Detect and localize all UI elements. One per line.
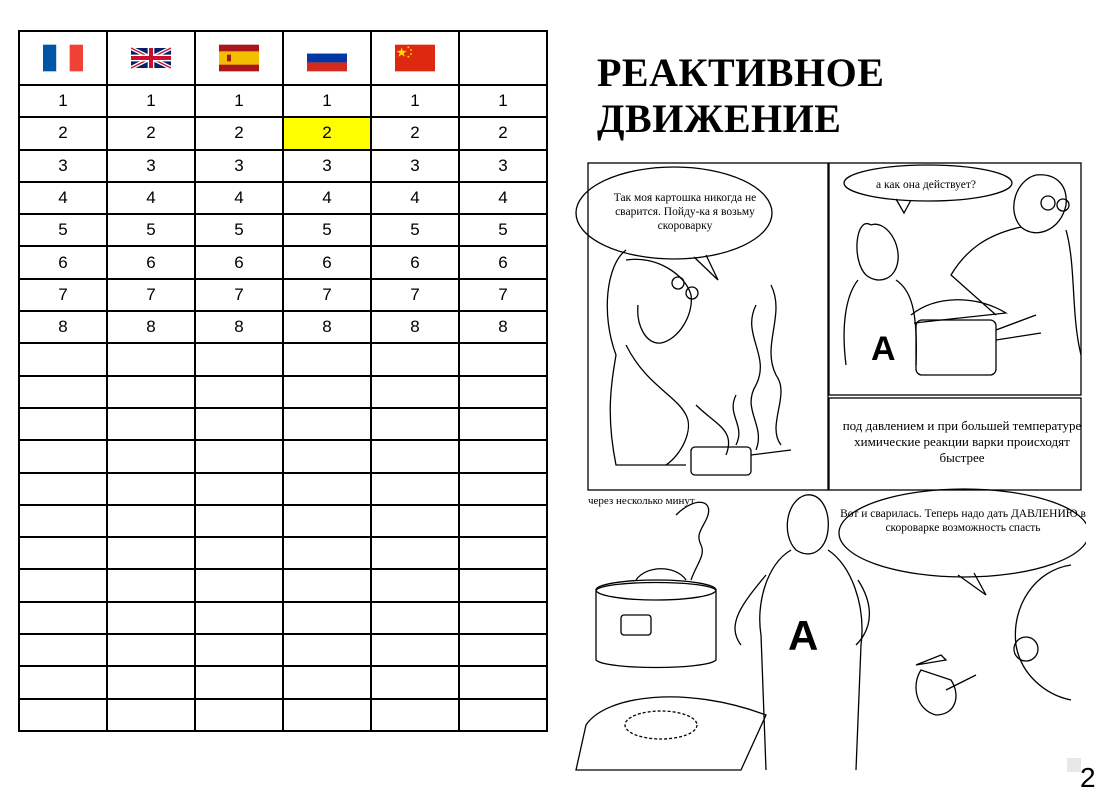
table-row — [19, 85, 547, 117]
grid-cell: 5 — [283, 214, 371, 246]
table-row — [19, 150, 547, 182]
empty-grid-cell[interactable] — [459, 408, 547, 440]
flag-cell — [107, 31, 195, 85]
speech-bubble-1-text: Так моя картошка никогда не сварится. Пойду-ка я возьму скороварку — [613, 192, 757, 232]
empty-grid-cell[interactable] — [283, 634, 371, 666]
grid-cell: 5 — [107, 214, 195, 246]
grid-cell: 6 — [19, 246, 107, 278]
empty-grid-cell[interactable] — [371, 699, 459, 731]
empty-grid-cell[interactable] — [283, 505, 371, 537]
table-row — [19, 279, 547, 311]
empty-grid-cell[interactable] — [459, 569, 547, 601]
empty-grid-cell[interactable] — [19, 666, 107, 698]
grid-cell: 3 — [195, 150, 283, 182]
grid-cell: 7 — [371, 279, 459, 311]
empty-grid-cell[interactable] — [371, 537, 459, 569]
empty-grid-cell[interactable] — [107, 505, 195, 537]
empty-table-row — [19, 537, 547, 569]
empty-grid-cell[interactable] — [19, 699, 107, 731]
page-title-line-1: РЕАКТИВНОЕ — [597, 50, 885, 95]
china-flag-icon — [395, 47, 435, 66]
grid-cell: 8 — [195, 311, 283, 343]
number-grid — [18, 30, 548, 732]
page-number-marker — [1067, 758, 1081, 772]
empty-grid-cell[interactable] — [19, 537, 107, 569]
empty-grid-cell[interactable] — [283, 602, 371, 634]
empty-table-row — [19, 505, 547, 537]
empty-grid-cell[interactable] — [195, 376, 283, 408]
grid-cell: 2 — [19, 117, 107, 149]
grid-cell: 5 — [459, 214, 547, 246]
page-title-line-2: ДВИЖЕНИЕ — [597, 96, 842, 141]
empty-grid-cell[interactable] — [283, 440, 371, 472]
empty-grid-cell[interactable] — [19, 343, 107, 375]
empty-grid-cell[interactable] — [195, 440, 283, 472]
france-flag-icon — [43, 47, 83, 66]
grid-cell: 3 — [371, 150, 459, 182]
flag-cell — [195, 31, 283, 85]
empty-grid-cell[interactable] — [19, 408, 107, 440]
empty-grid-cell[interactable] — [195, 602, 283, 634]
empty-table-row — [19, 699, 547, 731]
empty-grid-cell[interactable] — [107, 343, 195, 375]
grid-cell: 2 — [371, 117, 459, 149]
table-row — [19, 311, 547, 343]
spain-flag-icon — [219, 47, 259, 66]
empty-grid-cell[interactable] — [283, 666, 371, 698]
grid-cell: 8 — [19, 311, 107, 343]
empty-grid-cell[interactable] — [19, 473, 107, 505]
empty-grid-cell[interactable] — [283, 343, 371, 375]
empty-table-row — [19, 408, 547, 440]
grid-cell: 6 — [459, 246, 547, 278]
flag-cell — [371, 31, 459, 85]
empty-table-row — [19, 602, 547, 634]
grid-cell: 7 — [459, 279, 547, 311]
grid-cell: 6 — [107, 246, 195, 278]
grid-cell: 7 — [283, 279, 371, 311]
empty-grid-cell[interactable] — [107, 408, 195, 440]
empty-grid-cell[interactable] — [283, 473, 371, 505]
empty-grid-cell[interactable] — [459, 343, 547, 375]
grid-cell: 7 — [195, 279, 283, 311]
empty-grid-cell[interactable] — [195, 537, 283, 569]
grid-cell: 4 — [195, 182, 283, 214]
empty-grid-cell[interactable] — [371, 602, 459, 634]
empty-table-row — [19, 376, 547, 408]
grid-cell: 7 — [107, 279, 195, 311]
empty-table-row — [19, 634, 547, 666]
grid-cell: 5 — [19, 214, 107, 246]
empty-grid-cell[interactable] — [459, 634, 547, 666]
empty-table-row — [19, 440, 547, 472]
grid-cell: 8 — [107, 311, 195, 343]
grid-cell: 4 — [371, 182, 459, 214]
uk-flag-icon — [131, 47, 171, 66]
grid-cell: 3 — [459, 150, 547, 182]
grid-cell: 8 — [283, 311, 371, 343]
panel-4-caption: через несколько минут — [588, 495, 695, 507]
stove-burner — [625, 711, 697, 739]
empty-grid-cell[interactable] — [195, 408, 283, 440]
empty-grid-cell[interactable] — [459, 473, 547, 505]
grid-cell: 4 — [107, 182, 195, 214]
empty-grid-cell[interactable] — [195, 505, 283, 537]
table-row — [19, 182, 547, 214]
empty-grid-cell[interactable] — [107, 376, 195, 408]
flag-cell — [283, 31, 371, 85]
empty-grid-cell[interactable] — [459, 602, 547, 634]
grid-cell: 2 — [459, 117, 547, 149]
grid-cell: 2 — [283, 117, 371, 149]
grid-cell: 1 — [459, 85, 547, 117]
flag-cell — [459, 31, 547, 85]
table-row — [19, 246, 547, 278]
empty-grid-cell[interactable] — [371, 376, 459, 408]
empty-grid-cell[interactable] — [195, 343, 283, 375]
empty-grid-cell[interactable] — [19, 440, 107, 472]
empty-grid-cell[interactable] — [195, 699, 283, 731]
empty-grid-cell[interactable] — [19, 602, 107, 634]
empty-grid-cell[interactable] — [107, 602, 195, 634]
empty-grid-cell[interactable] — [283, 376, 371, 408]
flag-cell — [19, 31, 107, 85]
grid-cell: 1 — [283, 85, 371, 117]
grid-cell: 3 — [107, 150, 195, 182]
empty-grid-cell[interactable] — [195, 634, 283, 666]
grid-cell: 1 — [107, 85, 195, 117]
grid-cell: 5 — [195, 214, 283, 246]
empty-table-row — [19, 473, 547, 505]
speech-bubble-2-text: а как она действует? — [876, 179, 976, 191]
grid-cell: 1 — [195, 85, 283, 117]
empty-grid-cell[interactable] — [195, 569, 283, 601]
empty-grid-cell[interactable] — [19, 376, 107, 408]
flag-header-row — [19, 31, 547, 85]
grid-cell: 4 — [283, 182, 371, 214]
table-row — [19, 117, 547, 149]
empty-grid-cell[interactable] — [371, 569, 459, 601]
empty-grid-cell[interactable] — [371, 408, 459, 440]
shirt-letter-a-panel-4: A — [788, 612, 819, 659]
shirt-letter-a-panel-2: A — [871, 330, 896, 368]
page-title — [597, 50, 884, 142]
empty-grid-cell[interactable] — [459, 440, 547, 472]
empty-table-row — [19, 666, 547, 698]
empty-grid-cell[interactable] — [107, 666, 195, 698]
grid-cell: 2 — [195, 117, 283, 149]
empty-table-row — [19, 569, 547, 601]
grid-cell: 6 — [195, 246, 283, 278]
empty-grid-cell[interactable] — [19, 505, 107, 537]
empty-grid-cell[interactable] — [371, 505, 459, 537]
empty-grid-cell[interactable] — [371, 440, 459, 472]
empty-grid-cell[interactable] — [459, 376, 547, 408]
grid-cell: 4 — [19, 182, 107, 214]
empty-grid-cell[interactable] — [195, 473, 283, 505]
empty-grid-cell[interactable] — [19, 569, 107, 601]
empty-grid-cell[interactable] — [195, 666, 283, 698]
empty-grid-cell[interactable] — [107, 537, 195, 569]
empty-grid-cell[interactable] — [283, 537, 371, 569]
grid-cell: 6 — [371, 246, 459, 278]
empty-grid-cell[interactable] — [459, 666, 547, 698]
empty-grid-cell[interactable] — [107, 699, 195, 731]
empty-grid-cell[interactable] — [19, 634, 107, 666]
grid-cell: 3 — [283, 150, 371, 182]
comic-strip — [566, 155, 1086, 780]
empty-grid-cell[interactable] — [107, 440, 195, 472]
empty-grid-cell[interactable] — [107, 473, 195, 505]
grid-cell: 5 — [371, 214, 459, 246]
grid-cell: 8 — [459, 311, 547, 343]
grid-cell: 2 — [107, 117, 195, 149]
grid-cell: 4 — [459, 182, 547, 214]
page-number: 2 — [1080, 762, 1096, 793]
empty-grid-cell[interactable] — [283, 699, 371, 731]
empty-grid-cell[interactable] — [107, 569, 195, 601]
table-row — [19, 214, 547, 246]
empty-grid-cell[interactable] — [459, 505, 547, 537]
empty-grid-cell[interactable] — [371, 343, 459, 375]
empty-grid-cell[interactable] — [107, 634, 195, 666]
grid-cell: 1 — [19, 85, 107, 117]
grid-cell: 6 — [283, 246, 371, 278]
empty-grid-cell[interactable] — [371, 634, 459, 666]
empty-grid-cell[interactable] — [371, 666, 459, 698]
empty-grid-cell[interactable] — [459, 699, 547, 731]
grid-cell: 1 — [371, 85, 459, 117]
empty-grid-cell[interactable] — [283, 408, 371, 440]
empty-grid-cell[interactable] — [283, 569, 371, 601]
speech-bubble-3-text: Вот и сварилась. Теперь надо дать ДАВЛЕНИЮ в скороварке возможность спасть — [840, 508, 1086, 534]
russia-flag-icon — [307, 47, 347, 66]
empty-grid-cell[interactable] — [459, 537, 547, 569]
grid-cell: 7 — [19, 279, 107, 311]
grid-cell: 3 — [19, 150, 107, 182]
grid-cell: 8 — [371, 311, 459, 343]
empty-grid-cell[interactable] — [371, 473, 459, 505]
panel-3-caption: под давлением и при большей температуре химические реакции варки происходят быстрее — [842, 418, 1082, 465]
empty-table-row — [19, 343, 547, 375]
